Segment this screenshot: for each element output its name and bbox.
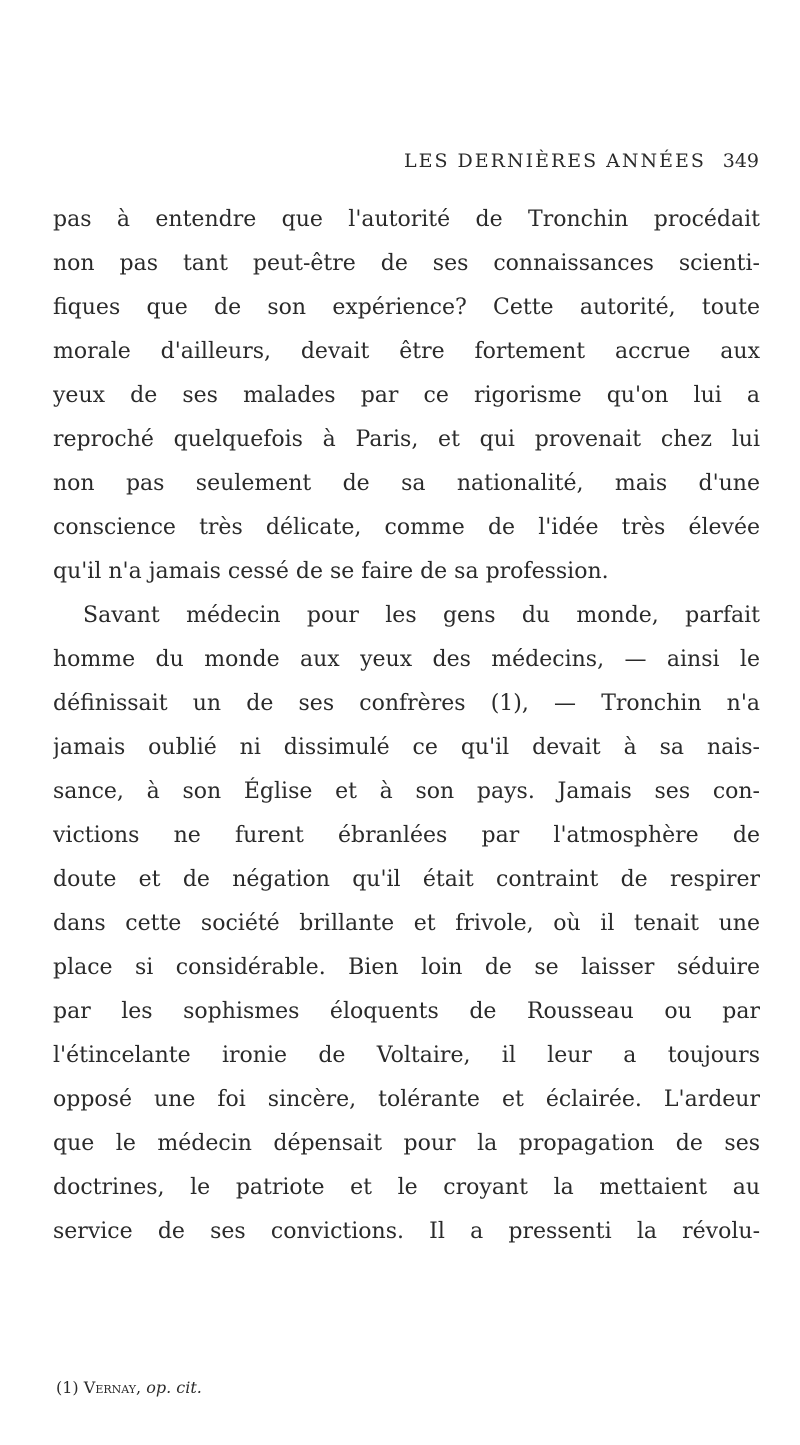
text-line: fiques que de son expérience? Cette autorité, toute: [53, 295, 760, 320]
footnote-reference: op. cit.: [146, 1378, 202, 1397]
text-line: l'étincelante ironie de Voltaire, il leur a toujours: [53, 1043, 760, 1068]
text-line: jamais oublié ni dissimulé ce qu'il devait à sa nais-: [53, 735, 760, 760]
text-line: pas à entendre que l'autorité de Tronchin procédait: [53, 207, 760, 232]
text-line: reproché quelquefois à Paris, et qui provenait chez lui: [53, 427, 760, 452]
text-line: sance, à son Église et à son pays. Jamais ses con-: [53, 779, 760, 804]
text-line: Savant médecin pour les gens du monde, parfait: [83, 603, 760, 628]
text-line: homme du monde aux yeux des médecins, — ainsi le: [53, 647, 760, 672]
text-line: opposé une foi sincère, tolérante et éclairée. L'ardeur: [53, 1087, 760, 1112]
footnote: [56, 1378, 202, 1397]
text-line: doute et de négation qu'il était contraint de respirer: [53, 867, 760, 892]
text-line: victions ne furent ébranlées par l'atmosphère de: [53, 823, 760, 848]
text-line: par les sophismes éloquents de Rousseau ou par: [53, 999, 760, 1024]
text-line: yeux de ses malades par ce rigorisme qu'on lui a: [53, 383, 760, 408]
body-text: [53, 198, 760, 1254]
text-line: place si considérable. Bien loin de se laisser séduire: [53, 955, 760, 980]
text-line: conscience très délicate, comme de l'idée très élevée: [53, 515, 760, 540]
text-line: non pas seulement de sa nationalité, mais d'une: [53, 471, 760, 496]
page-number: 349: [722, 150, 759, 172]
text-line: définissait un de ses confrères (1), — Tronchin n'a: [53, 691, 760, 716]
text-line: service de ses convictions. Il a pressenti la révolu-: [53, 1219, 760, 1244]
text-line: qu'il n'a jamais cessé de se faire de sa profession.: [53, 559, 609, 584]
text-line: morale d'ailleurs, devait être fortement accrue aux: [53, 339, 760, 364]
footnote-number: (1): [56, 1378, 79, 1397]
text-line: non pas tant peut-être de ses connaissances scienti-: [53, 251, 760, 276]
text-line: dans cette société brillante et frivole, où il tenait une: [53, 911, 760, 936]
footnote-author: Vernay,: [83, 1378, 142, 1397]
running-head: [404, 150, 800, 176]
text-line: que le médecin dépensait pour la propagation de ses: [53, 1131, 760, 1156]
text-line: doctrines, le patriote et le croyant la mettaient au: [53, 1175, 760, 1200]
running-title: LES DERNIÈRES ANNÉES: [404, 150, 706, 172]
